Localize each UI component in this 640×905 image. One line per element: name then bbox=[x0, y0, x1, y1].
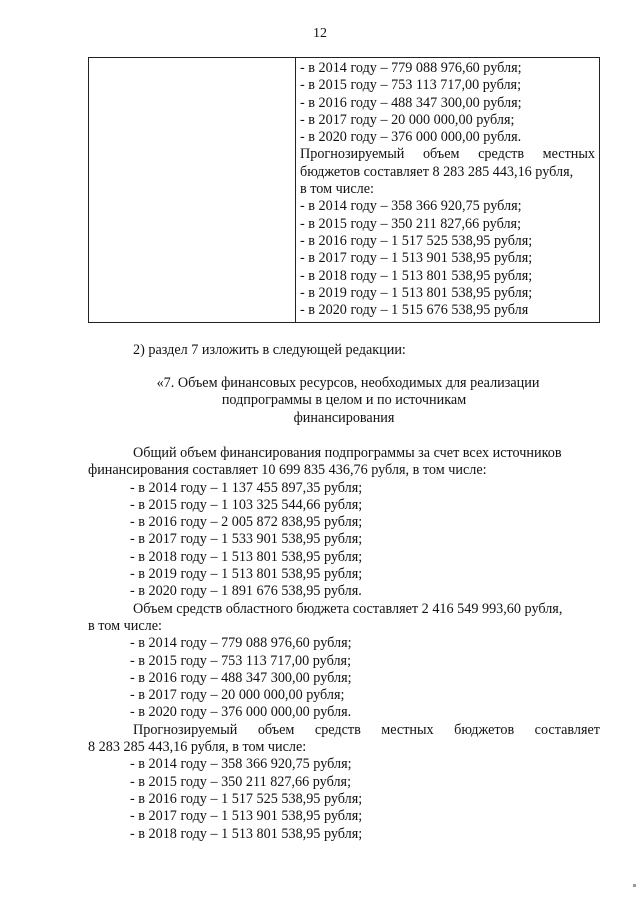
local-paragraph: 8 283 285 443,16 рубля, в том числе: bbox=[88, 739, 307, 756]
regional-item: - в 2014 году – 779 088 976,60 рубля; bbox=[130, 635, 352, 652]
section-body bbox=[88, 445, 600, 843]
table-line: - в 2018 году – 1 513 801 538,95 рубля; bbox=[300, 267, 533, 284]
table-line: - в 2020 году – 1 515 676 538,95 рубля bbox=[300, 302, 529, 319]
local-item: - в 2014 году – 358 366 920,75 рубля; bbox=[130, 756, 352, 773]
heading-line: подпрограммы в целом и по источникам bbox=[221, 392, 467, 409]
table-line: - в 2017 году – 1 513 901 538,95 рубля; bbox=[300, 250, 533, 267]
table-right-cell bbox=[296, 58, 600, 323]
table-line: - в 2019 году – 1 513 801 538,95 рубля; bbox=[300, 284, 533, 301]
local-item: - в 2015 году – 350 211 827,66 рубля; bbox=[130, 773, 352, 790]
total-item: - в 2018 году – 1 513 801 538,95 рубля; bbox=[130, 548, 363, 565]
table-local-intro: Прогнозируемый объем средств местных bbox=[300, 146, 595, 163]
table-line: - в 2020 году – 376 000 000,00 рубля. bbox=[300, 129, 522, 146]
table-line: - в 2017 году – 20 000 000,00 рубля; bbox=[300, 111, 515, 128]
regional-item: - в 2020 году – 376 000 000,00 рубля. bbox=[130, 704, 352, 721]
table-left-cell bbox=[89, 58, 296, 323]
table-line: - в 2016 году – 1 517 525 538,95 рубля; bbox=[300, 232, 533, 249]
table-line: - в 2014 году – 779 088 976,60 рубля; bbox=[300, 60, 522, 76]
total-item: - в 2019 году – 1 513 801 538,95 рубля; bbox=[130, 566, 363, 583]
section-instruction: 2) раздел 7 изложить в следующей редакции: bbox=[133, 342, 406, 358]
local-item: - в 2017 году – 1 513 901 538,95 рубля; bbox=[130, 808, 363, 825]
total-item: - в 2014 году – 1 137 455 897,35 рубля; bbox=[130, 479, 363, 496]
local-item: - в 2018 году – 1 513 801 538,95 рубля; bbox=[130, 825, 363, 842]
local-paragraph: Прогнозируемый объем средств местных бюджетов составляет bbox=[133, 721, 600, 738]
table-line: - в 2014 году – 358 366 920,75 рубля; bbox=[300, 198, 522, 215]
table-line: - в 2015 году – 350 211 827,66 рубля; bbox=[300, 215, 522, 232]
total-paragraph: финансирования составляет 10 699 835 436,76 рубля, в том числе: bbox=[88, 462, 487, 479]
page-number: 12 bbox=[313, 26, 327, 41]
scan-dot bbox=[633, 884, 636, 887]
total-paragraph: Общий объем финансирования подпрограммы за счет всех источников bbox=[133, 445, 562, 461]
total-item: - в 2016 году – 2 005 872 838,95 рубля; bbox=[130, 514, 363, 531]
regional-item: - в 2016 году – 488 347 300,00 рубля; bbox=[130, 669, 352, 686]
total-item: - в 2017 году – 1 533 901 538,95 рубля; bbox=[130, 531, 363, 548]
regional-item: - в 2017 году – 20 000 000,00 рубля; bbox=[130, 687, 345, 704]
regional-paragraph: Объем средств областного бюджета составляет 2 416 549 993,60 рубля, bbox=[133, 600, 563, 617]
total-item: - в 2020 году – 1 891 676 538,95 рубля. bbox=[130, 583, 362, 600]
total-item: - в 2015 году – 1 103 325 544,66 рубля; bbox=[130, 496, 363, 513]
section-heading bbox=[88, 375, 600, 427]
continuation-table bbox=[88, 57, 600, 323]
heading-line: финансирования bbox=[293, 409, 395, 426]
table-local-intro: бюджетов составляет 8 283 285 443,16 рубля, bbox=[300, 163, 574, 180]
table-local-intro: в том числе: bbox=[300, 181, 374, 198]
table-line: - в 2016 году – 488 347 300,00 рубля; bbox=[300, 94, 522, 111]
regional-paragraph: в том числе: bbox=[88, 617, 162, 634]
regional-item: - в 2015 году – 753 113 717,00 рубля; bbox=[130, 652, 352, 669]
heading-line: «7. Объем финансовых ресурсов, необходимых для реализации bbox=[156, 375, 540, 391]
local-item: - в 2016 году – 1 517 525 538,95 рубля; bbox=[130, 790, 363, 807]
table-line: - в 2015 году – 753 113 717,00 рубля; bbox=[300, 77, 522, 94]
